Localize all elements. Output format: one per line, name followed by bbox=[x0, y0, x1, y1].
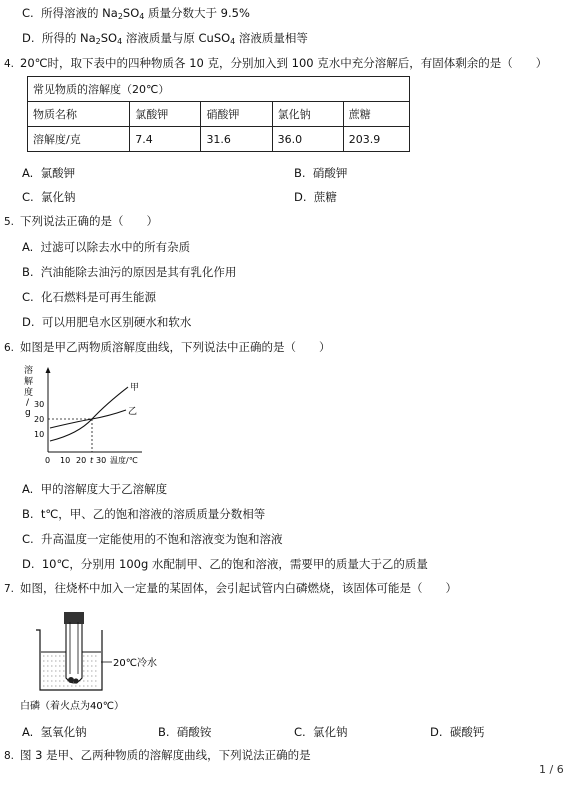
q7-number: 7. bbox=[4, 583, 15, 595]
q6-number: 6. bbox=[4, 342, 15, 354]
table-cell: 氯酸钾 bbox=[130, 102, 201, 127]
y-tick-label: 30 bbox=[34, 400, 45, 409]
q5-option-a: A. 过滤可以除去水中的所有杂质 bbox=[22, 240, 191, 254]
table-cell: 物质名称 bbox=[28, 102, 130, 127]
phosphorus-label: 白磷（着火点为40℃） bbox=[20, 701, 124, 712]
q7-option-b: B. 硝酸铵 bbox=[158, 725, 212, 739]
q4-option-d: D. 蔗糖 bbox=[294, 190, 337, 204]
x-tick-label: 30 bbox=[96, 456, 107, 465]
y-label-char: g bbox=[25, 408, 31, 418]
q5-option-c: C. 化石燃料是可再生能源 bbox=[22, 290, 156, 304]
q8-number: 8. bbox=[4, 750, 15, 762]
q4-number: 4. bbox=[4, 58, 15, 70]
q6-stem: 如图是甲乙两物质溶解度曲线，下列说法中正确的是（ ） bbox=[20, 340, 331, 354]
white-phosphorus bbox=[73, 678, 78, 683]
x-tick-label: 10 bbox=[60, 456, 71, 465]
table-row bbox=[28, 127, 410, 152]
water-label: 20℃冷水 bbox=[113, 658, 157, 669]
beaker-figure bbox=[20, 608, 220, 714]
series-label-jia: 甲 bbox=[130, 383, 140, 393]
table-cell: 溶解度/克 bbox=[28, 127, 130, 152]
series-label-yi: 乙 bbox=[128, 407, 138, 417]
x-tick-label: 0 bbox=[45, 456, 51, 465]
q8-stem: 图 3 是甲、乙两种物质的溶解度曲线，下列说法正确的是 bbox=[20, 748, 311, 762]
q4-option-b: B. 硝酸钾 bbox=[294, 166, 348, 180]
x-tick-label: 20 bbox=[76, 456, 87, 465]
page-number: 1 / 6 bbox=[539, 763, 564, 776]
table-cell: 203.9 bbox=[343, 127, 409, 152]
q7-option-a: A. 氢氧化钠 bbox=[22, 725, 87, 739]
q3-option-c: C. 所得溶液的 $Na_2SO_4$ 质量分数大于 9.5% bbox=[22, 6, 250, 21]
y-label-char: 解 bbox=[24, 377, 34, 387]
q6-option-d: D. 10℃，分别用 100g 水配制甲、乙的饱和溶液，需要甲的质量大于乙的质量 bbox=[22, 557, 428, 571]
test-tube bbox=[66, 624, 82, 683]
table-cell: 31.6 bbox=[201, 127, 272, 152]
q4-option-c: C. 氯化钠 bbox=[22, 190, 76, 204]
tube-stopper bbox=[64, 612, 84, 624]
table-cell: 36.0 bbox=[272, 127, 343, 152]
q5-number: 5. bbox=[4, 216, 15, 228]
q5-stem: 下列说法正确的是（ ） bbox=[20, 214, 158, 228]
q5-option-d: D. 可以用肥皂水区别硬水和软水 bbox=[22, 315, 192, 329]
table-header-row bbox=[28, 102, 410, 127]
table-caption: 常见物质的溶解度（20℃） bbox=[28, 77, 410, 102]
q3-option-d: D. 所得的 $Na_2SO_4$ 溶液质量与原 CuSO$_4$ 溶液质量相等 bbox=[22, 31, 308, 46]
y-label-char: / bbox=[26, 398, 30, 408]
y-label-char: 度 bbox=[24, 388, 34, 398]
solubility-curve-figure bbox=[20, 364, 160, 470]
y-label-char: 溶 bbox=[24, 366, 34, 376]
q6-option-b: B. t℃，甲、乙的饱和溶液的溶质质量分数相等 bbox=[22, 507, 266, 521]
y-tick-label: 20 bbox=[34, 415, 45, 424]
x-tick-label: t bbox=[90, 456, 94, 465]
curve-jia bbox=[50, 387, 128, 441]
solubility-table bbox=[27, 76, 410, 152]
white-phosphorus bbox=[68, 677, 74, 683]
q6-option-a: A. 甲的溶解度大于乙溶解度 bbox=[22, 482, 168, 496]
q7-option-d: D. 碳酸钙 bbox=[430, 725, 485, 739]
table-cell: 硝酸钾 bbox=[201, 102, 272, 127]
q4-option-a: A. 氯酸钾 bbox=[22, 166, 76, 180]
table-cell: 氯化钠 bbox=[272, 102, 343, 127]
table-cell: 7.4 bbox=[130, 127, 201, 152]
x-axis-label: 温度/℃ bbox=[110, 456, 138, 465]
q5-option-b: B. 汽油能除去油污的原因是其有乳化作用 bbox=[22, 265, 237, 279]
q4-stem: 20℃时，取下表中的四种物质各 10 克，分别加入到 100 克水中充分溶解后，有固体剩余的是（ ） bbox=[20, 56, 548, 70]
q7-option-c: C. 氯化钠 bbox=[294, 725, 348, 739]
q6-option-c: C. 升高温度一定能使用的不饱和溶液变为饱和溶液 bbox=[22, 532, 283, 546]
y-axis-arrow bbox=[46, 367, 51, 373]
y-tick-label: 10 bbox=[34, 430, 45, 439]
q7-stem: 如图，往烧杯中加入一定量的某固体，会引起试管内白磷燃烧，该固体可能是（ ） bbox=[20, 581, 457, 595]
table-cell: 蔗糖 bbox=[343, 102, 409, 127]
table-caption-row bbox=[28, 77, 410, 102]
